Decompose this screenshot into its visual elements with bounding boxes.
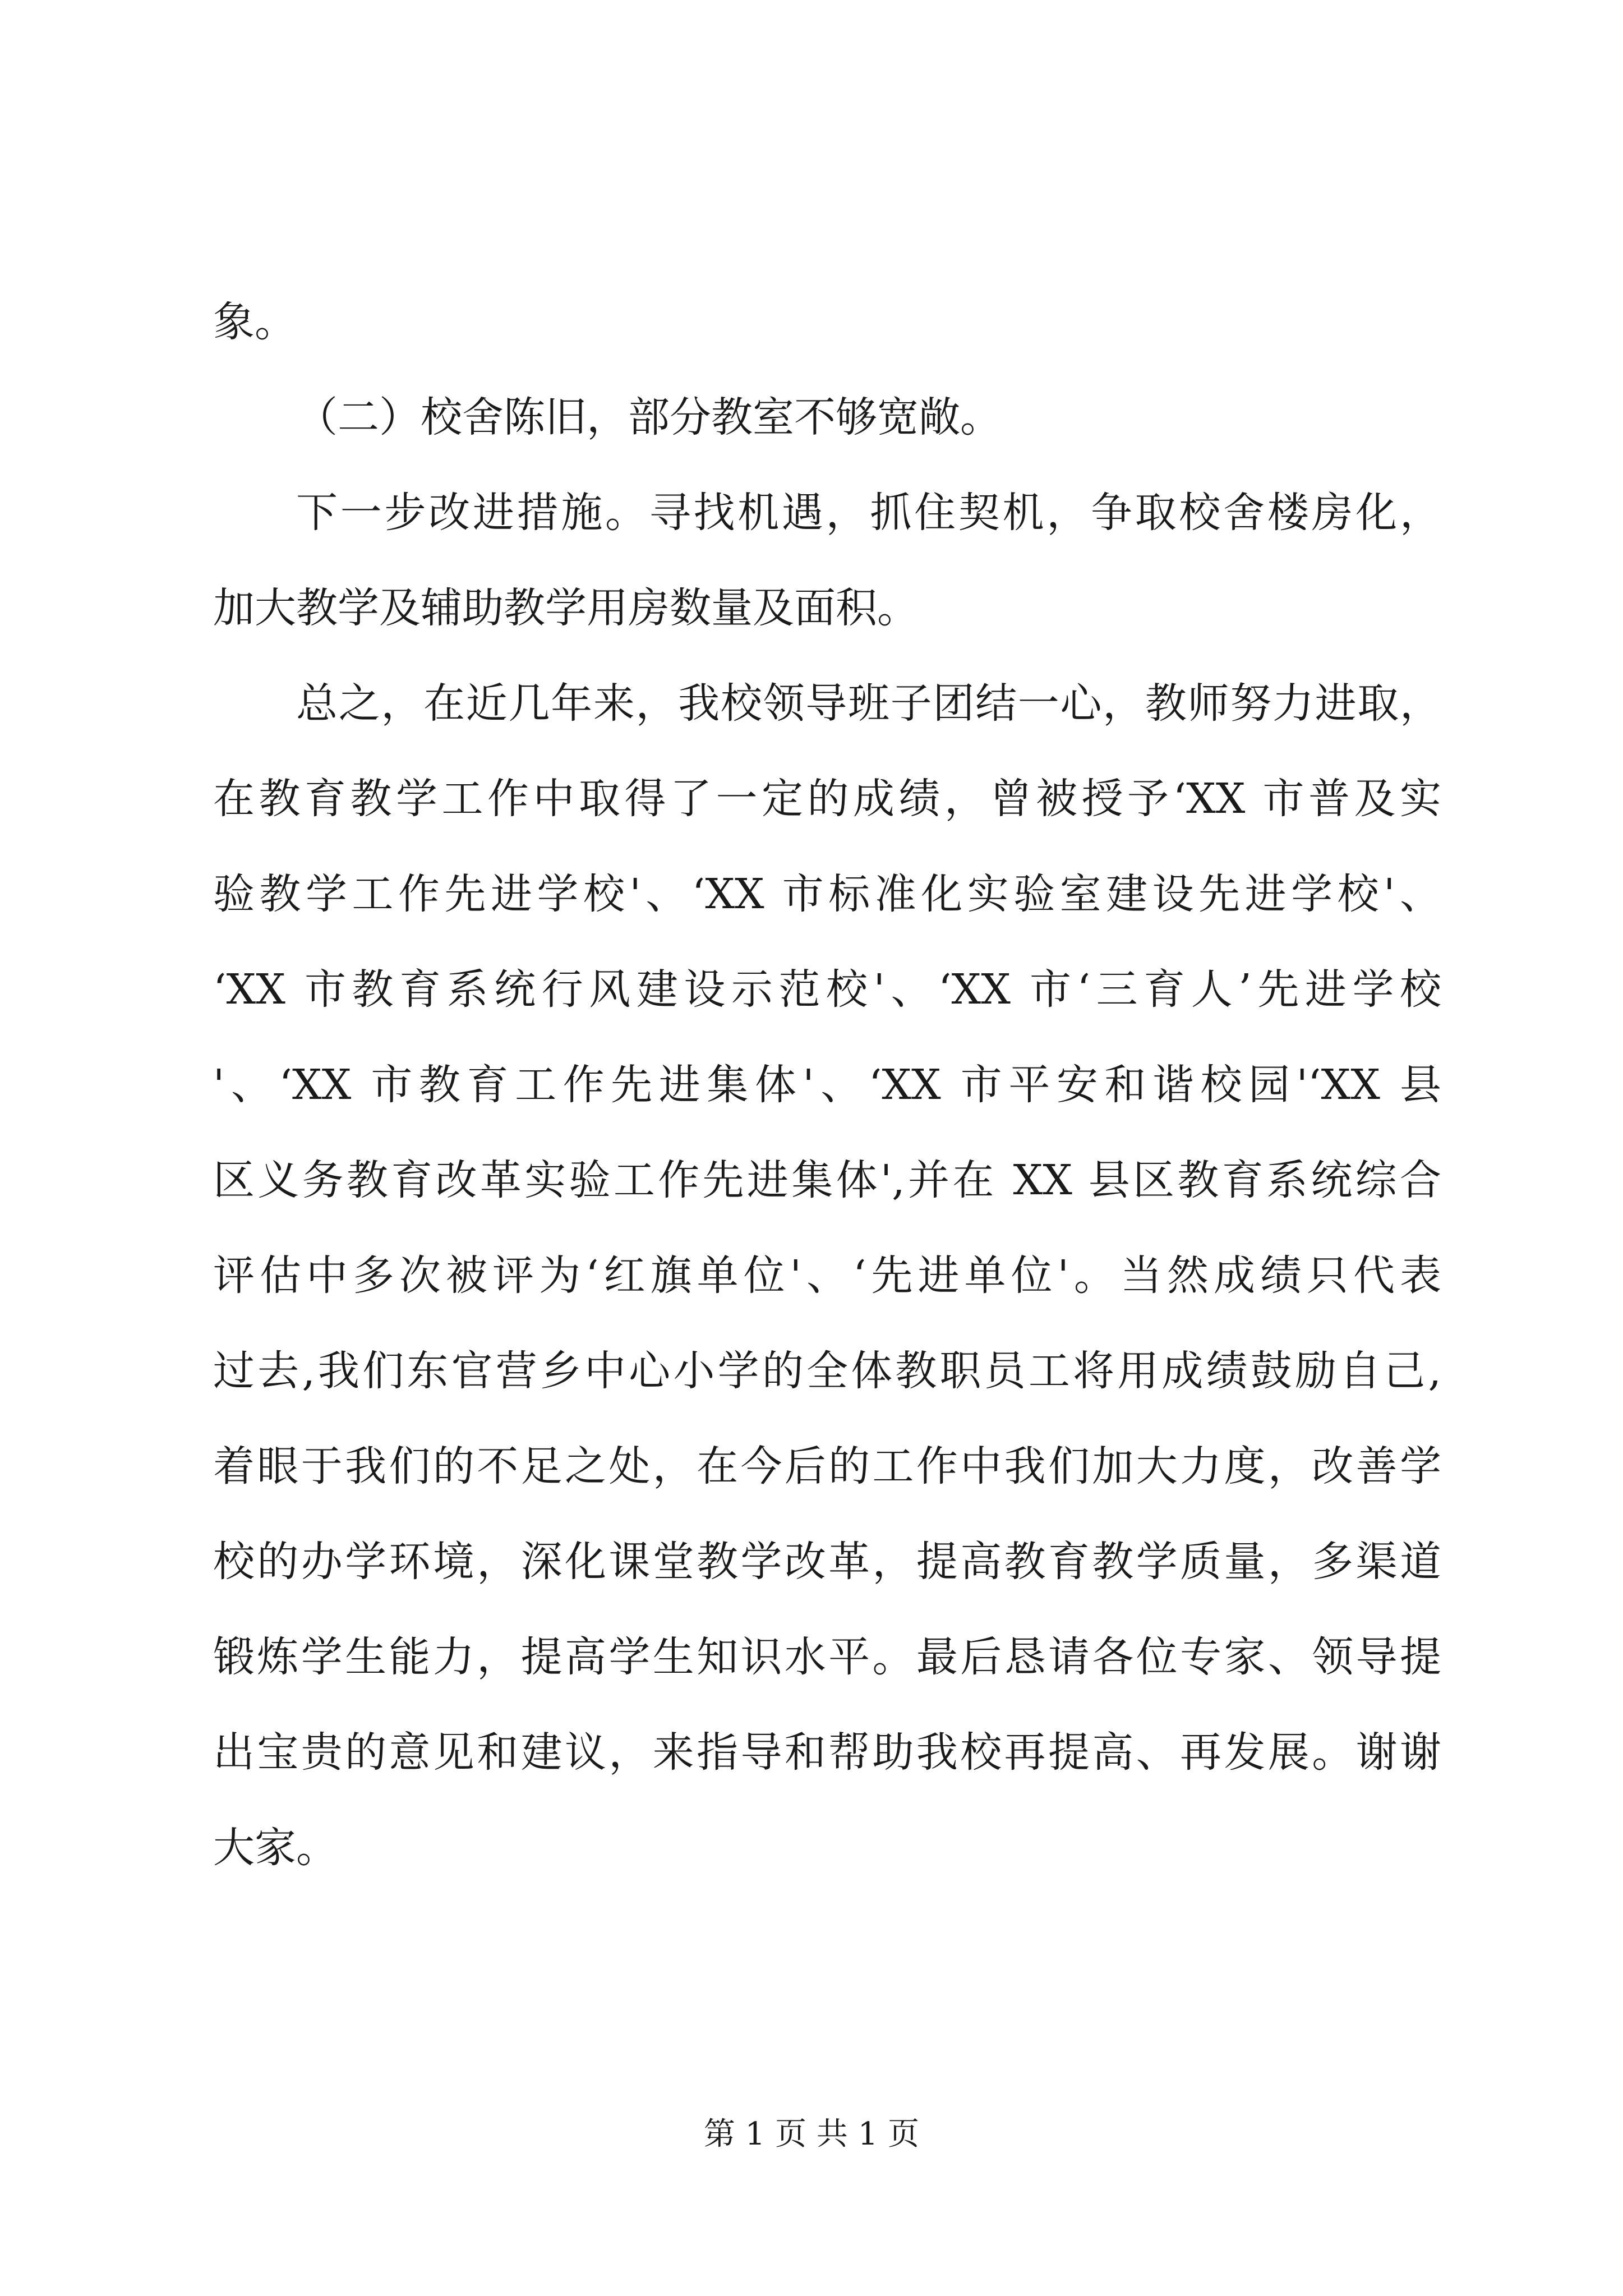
text-line: 在教育教学工作中取得了一定的成绩，曾被授予‘XX 市普及实 bbox=[213, 775, 1441, 823]
text-line: 区义务教育改革实验工作先进集体',并在 XX 县区教育系统综合 bbox=[213, 1156, 1441, 1204]
text-line: 过去,我们东官营乡中心小学的全体教职员工将用成绩鼓励自己, bbox=[213, 1347, 1441, 1395]
text-line: 象。 bbox=[213, 298, 296, 346]
text-line: 总之，在近几年来，我校领导班子团结一心，教师努力进取， bbox=[296, 679, 1441, 728]
text-line: 评估中多次被评为‘红旗单位'、‘先进单位'。当然成绩只代表 bbox=[213, 1251, 1441, 1300]
text-line: （二）校舍陈旧，部分教室不够宽敞。 bbox=[296, 393, 1002, 441]
text-line: 验教学工作先进学校'、‘XX 市标准化实验室建设先进学校'、 bbox=[213, 870, 1441, 918]
text-line: 着眼于我们的不足之处，在今后的工作中我们加大力度，改善学 bbox=[213, 1442, 1441, 1490]
text-line: 锻炼学生能力，提高学生知识水平。最后恳请各位专家、领导提 bbox=[213, 1633, 1441, 1681]
text-line: ‘XX 市教育系统行风建设示范校'、‘XX 市‘三育人’先进学校 bbox=[213, 965, 1441, 1014]
text-line: 出宝贵的意见和建议，来指导和帮助我校再提高、再发展。谢谢 bbox=[213, 1728, 1441, 1777]
text-line: 下一步改进措施。寻找机遇，抓住契机，争取校舍楼房化， bbox=[296, 489, 1441, 537]
text-line: '、‘XX 市教育工作先进集体'、‘XX 市平安和谐校园'‘XX 县 bbox=[213, 1061, 1441, 1109]
page-footer bbox=[0, 2109, 1623, 2154]
document-body bbox=[213, 297, 1441, 1918]
text-line: 校的办学环境，深化课堂教学改革，提高教育教学质量，多渠道 bbox=[213, 1538, 1441, 1586]
text-line: 加大教学及辅助教学用房数量及面积。 bbox=[213, 584, 919, 632]
text-line: 大家。 bbox=[213, 1824, 338, 1872]
page-number: 第 1 页 共 1 页 bbox=[703, 2116, 920, 2152]
